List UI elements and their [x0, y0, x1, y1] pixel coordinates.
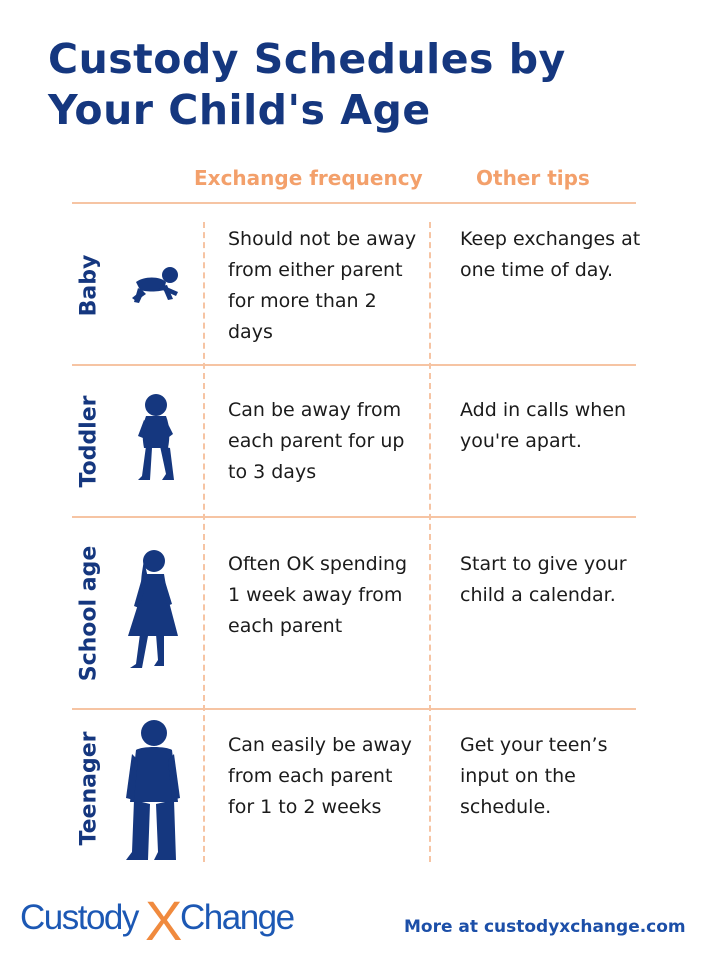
crawling-baby-icon	[130, 266, 184, 310]
row-label-teenager: Teenager	[76, 731, 102, 845]
row-label-toddler: Toddler	[76, 394, 102, 488]
divider	[72, 202, 636, 204]
school-age-girl-icon	[126, 548, 180, 674]
frequency-school-age: Often OK spending 1 week away from each parent	[228, 553, 408, 637]
column-divider	[203, 222, 205, 862]
logo-word-change: Change	[180, 898, 294, 937]
tip-baby: Keep exchanges at one time of day.	[460, 228, 641, 281]
divider	[72, 364, 636, 366]
toddler-icon	[136, 392, 176, 486]
row-label-school-age: School age	[76, 545, 102, 681]
page-title	[48, 34, 566, 136]
divider	[72, 708, 636, 710]
column-divider	[429, 222, 431, 862]
title-line-1: Custody Schedules by	[48, 35, 566, 83]
logo-x-mark: X	[145, 889, 183, 952]
column-header-exchange-frequency: Exchange frequency	[194, 166, 423, 190]
row-label-baby: Baby	[76, 254, 102, 316]
tip-school-age: Start to give your child a calendar.	[460, 553, 627, 606]
frequency-toddler: Can be away from each parent for up to 3 days	[228, 399, 405, 483]
frequency-baby: Should not be away from either parent for more than 2 days	[228, 228, 417, 343]
website-link[interactable]: More at custodyxchange.com	[404, 917, 686, 937]
tip-teenager: Get your teen’s input on the schedule.	[460, 734, 608, 818]
teenager-icon	[122, 718, 184, 864]
tip-toddler: Add in calls when you're apart.	[460, 399, 627, 452]
frequency-teenager: Can easily be away from each parent for 1 to 2 weeks	[228, 734, 412, 818]
title-line-2: Your Child's Age	[48, 86, 431, 134]
logo-word-custody: Custody	[20, 898, 138, 937]
column-header-other-tips: Other tips	[476, 166, 590, 190]
divider	[72, 516, 636, 518]
